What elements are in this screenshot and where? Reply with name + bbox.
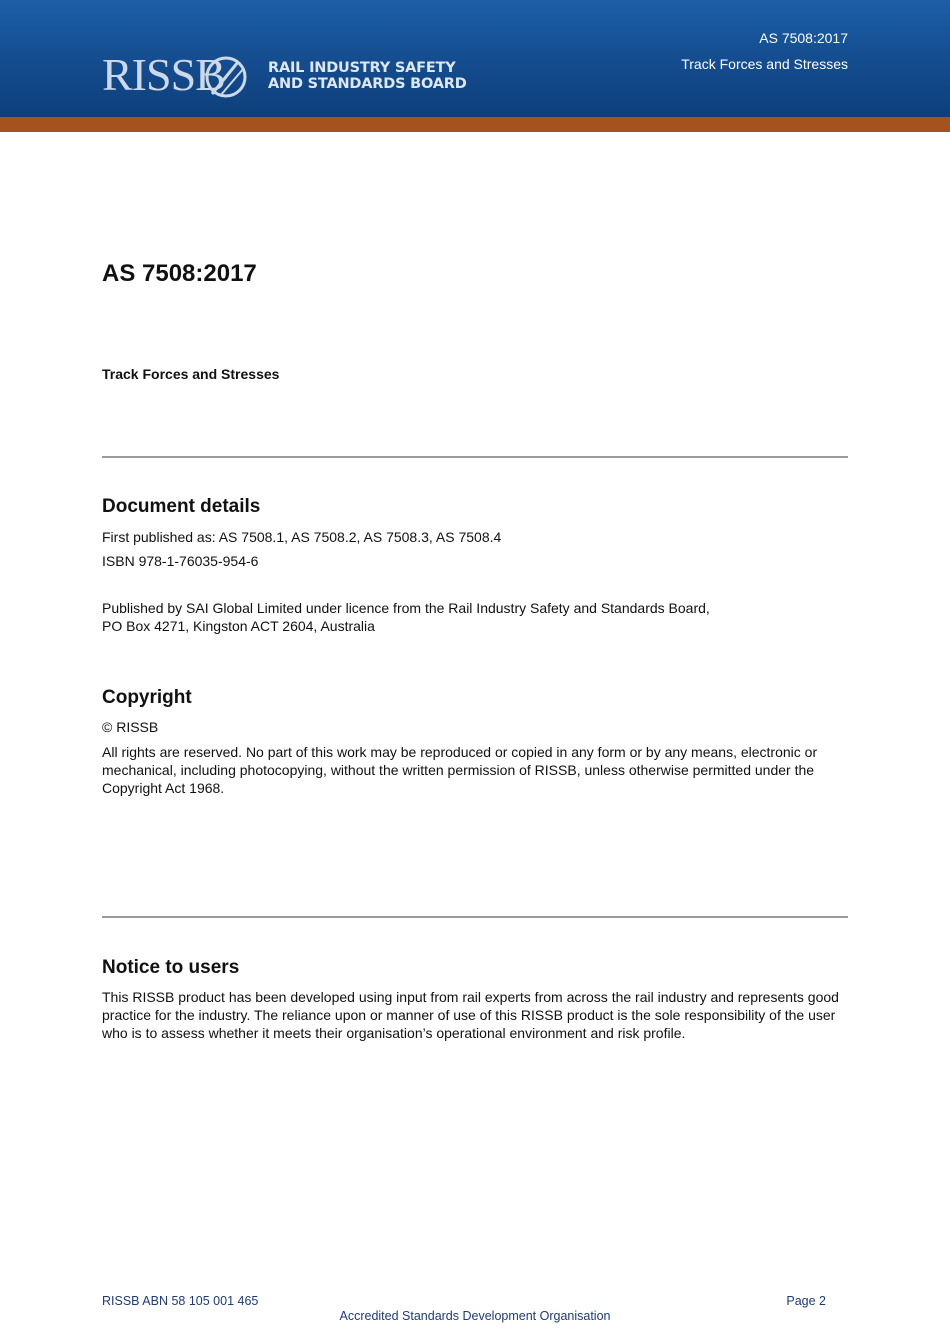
divider (102, 916, 848, 918)
isbn-text: ISBN 978-1-76035-954-6 (102, 553, 259, 569)
footer-abn: RISSB ABN 58 105 001 465 (102, 1294, 259, 1308)
page-title: AS 7508:2017 (102, 260, 257, 287)
divider (102, 456, 848, 458)
document-details-heading: Document details (102, 496, 261, 517)
header-banner (0, 0, 950, 117)
footer-accreditation: Accredited Standards Development Organisation (339, 1309, 611, 1323)
first-published-text: First published as: AS 7508.1, AS 7508.2, AS 7508.3, AS 7508.4 (102, 529, 502, 545)
header-doc-title: Track Forces and Stresses (681, 56, 848, 72)
rail-swoosh-icon (202, 54, 250, 100)
header-stripe (0, 117, 950, 132)
org-name-line2: AND STANDARDS BOARD (268, 76, 467, 92)
document-subtitle: Track Forces and Stresses (102, 366, 280, 382)
copyright-owner: © RISSB (102, 719, 159, 735)
header-doc-ref: AS 7508:2017 (759, 30, 848, 46)
notice-heading: Notice to users (102, 957, 240, 978)
copyright-text: All rights are reserved. No part of this work may be reproduced or copied in any form or by any means, electronic or mechanical, including photocopying, without the written permission of RISSB, unless otherwise permitted under the Copyright Act 1968. (102, 744, 818, 796)
publisher-line2: PO Box 4271, Kingston ACT 2604, Australia (102, 618, 375, 634)
copyright-heading: Copyright (102, 687, 192, 708)
rissb-logo-wordmark: RISSB (102, 49, 225, 100)
org-name-line1: RAIL INDUSTRY SAFETY (268, 60, 456, 76)
publisher-line1: Published by SAI Global Limited under licence from the Rail Industry Safety and Standards Board, (102, 600, 710, 616)
notice-text: This RISSB product has been developed using input from rail experts from across the rail industry and represents good practice for the industry. The reliance upon or manner of use of this RISSB product is the sole responsibility of the user who is to assess whether it meets their organisation’s operational environment and risk profile. (102, 989, 839, 1041)
footer-page-number: Page 2 (786, 1294, 826, 1308)
org-name (268, 60, 467, 92)
